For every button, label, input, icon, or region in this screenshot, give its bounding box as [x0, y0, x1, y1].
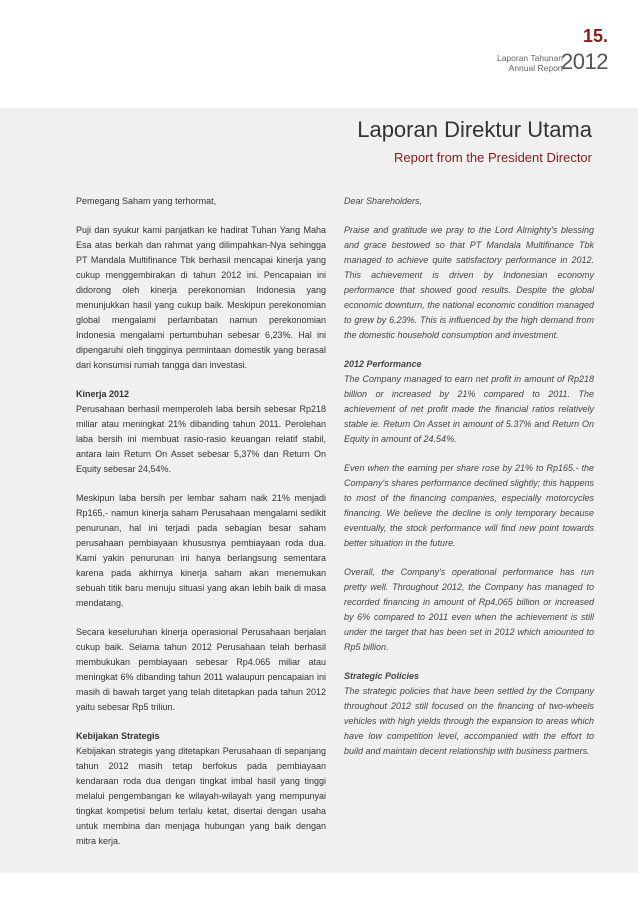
page-subtitle: Report from the President Director	[394, 150, 592, 165]
section-heading: Kinerja 2012	[76, 389, 130, 399]
paragraph: The Company managed to earn net profit in amount of Rp218 billion or increased by 21% compared to 2011. The achievement of net profit made the financial ratios relatively stable ie. Return On Asset in amount of 5.37% and Return On Equity in amount of 24.54%.	[344, 374, 594, 444]
paragraph: Overall, the Company's operational performance has run pretty well. Throughout 2012, the Company has managed to recorded financing in amount of Rp4,065 billion or increased by 6% compared to 2011 even when the achievement is still under the target that has been set in 2012 which amounted to Rp5 billion.	[344, 567, 594, 652]
paragraph: Kebijakan strategis yang ditetapkan Perusahaan di sepanjang tahun 2012 masih tetap berfokus pada pembiayaan kendaraan roda dua dengan tingkat imbal hasil yang tinggi melalui pengembangan ke wilayah-wilayah yang mempunyai tingkat kompetisi belum terlalu ketat, disertai dengan usaha untuk membina dan menjaga hubungan yang baik dengan mitra kerja.	[76, 746, 326, 846]
section-heading: Kebijakan Strategis	[76, 731, 160, 741]
paragraph: Meskipun laba bersih per lembar saham naik 21% menjadi Rp165,- namun kinerja saham Perusahaan mengalami sedikit penurunan, hal ini terjadi pada sebagian besar saham perusahaan pembiayaan khususnya pembiayaan roda dua. Kami yakin penurunan ini hanya berlangsung sementara karena pada akhirnya kinerja saham akan menemukan sebuah titik baru menuju situasi yang akan lebih baik di masa mendatang.	[76, 493, 326, 608]
paragraph: Perusahaan berhasil memperoleh laba bersih sebesar Rp218 miliar atau meningkat 21% dibanding tahun 2011. Perolehan laba bersih ini membuat rasio-rasio keuangan relatif stabil, antara lain Return On Asset sebesar 5,37% dan Return On Equity sebesar 24,54%.	[76, 404, 326, 474]
paragraph: Secara keseluruhan kinerja operasional Perusahaan berjalan cukup baik. Selama tahun 2012 Perusahaan telah berhasil membukukan pembiayaan sebesar Rp4.065 miliar atau meningkat 6% dibanding tahun 2011 walaupun pencapaian ini masih di bawah target yang telah ditetapkan pada tahun 2012 yaitu sebesar Rp5 triliun.	[76, 627, 326, 712]
intro-paragraph: Puji dan syukur kami panjatkan ke hadirat Tuhan Yang Maha Esa atas berkah dan rahmat yang dilimpahkan-Nya sehingga PT Mandala Multifinance Tbk berhasil mencapai kinerja yang cukup menggembirakan di tahun 2012 ini. Pencapaian ini didorong oleh kinerja perekonomian Indonesia yang menunjukkan hasil yang cukup baik. Meskipun perekonomian global mengalami perlambatan namun perekonomian Indonesia mengalami pertumbuhan sebesar 6,23%. Hal ini dipengaruhi oleh tingginya permintaan domestik yang berasal dari konsumsi rumah tangga dan investasi.	[76, 225, 326, 370]
performance-section	[76, 387, 326, 715]
section-heading: Strategic Policies	[344, 671, 420, 681]
paragraph: The strategic policies that have been settled by the Company throughout 2012 still focused on the financing of two-wheels vehicles with high yields through the expansion to areas which have low competition level, accompanied with the effort to build and maintain decent relationship with business partners.	[344, 686, 594, 756]
report-label	[497, 53, 563, 73]
greeting: Pemegang Saham yang terhormat,	[76, 196, 217, 206]
report-year: 2012	[561, 49, 608, 74]
report-label-id: Laporan Tahunan	[496, 53, 563, 63]
section-heading: 2012 Performance	[344, 359, 422, 369]
indonesian-column	[76, 194, 326, 863]
page-title: Laporan Direktur Utama	[357, 117, 592, 142]
strategy-section	[344, 669, 594, 759]
english-column	[344, 194, 594, 773]
greeting: Dear Shareholders,	[344, 196, 423, 206]
strategy-section	[76, 729, 326, 849]
page-number: 15.	[582, 26, 608, 46]
performance-section	[344, 357, 594, 655]
paragraph: Even when the earning per share rose by 21% to Rp165.- the Company's shares performance declined slightly; this happens to most of the financing companies, especially motorcycles financing. We believe the decline is only temporary because eventually, the stock performance will find new point towards better situation in the future.	[344, 463, 594, 548]
page-header	[0, 0, 638, 108]
intro-paragraph: Praise and gratitude we pray to the Lord Almighty's blessing and grace bestowed so that PT Mandala Multifinance Tbk managed to achieve quite satisfactory performance in 2012. This achievement is driven by Indonesian economy performance that showed good results. Despite the global economic downturn, the national economic condition managed to grew by 6.23%. This is influenced by the high demand from the domestic household consumption and investment.	[344, 225, 594, 340]
report-label-en: Annual Report	[508, 63, 563, 73]
